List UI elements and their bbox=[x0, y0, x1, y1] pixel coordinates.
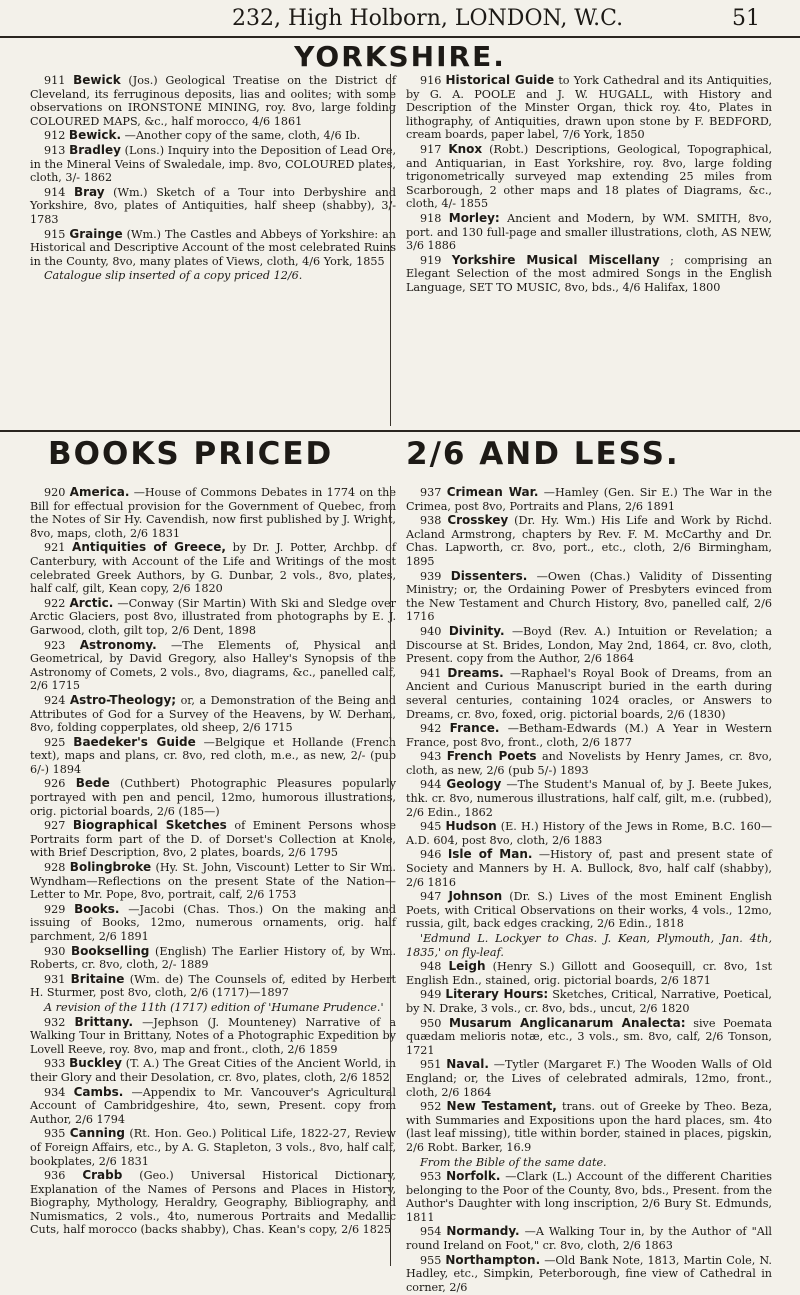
entry-number: 929 bbox=[44, 902, 66, 916]
catalogue-entry bbox=[406, 74, 772, 142]
section-title-yorkshire: YORKSHIRE. bbox=[294, 40, 506, 73]
entry-number: 930 bbox=[44, 944, 66, 958]
entry-number: 917 bbox=[420, 142, 442, 156]
entry-number: 940 bbox=[420, 624, 442, 638]
catalogue-entry bbox=[30, 1169, 396, 1237]
entry-description: 'Edmund L. Lockyer to Chas. J. Kean, Plymouth, Jan. 4th, 1835,' on fly-leaf. bbox=[406, 932, 772, 959]
catalogue-entry bbox=[406, 1156, 772, 1170]
catalogue-entry bbox=[406, 960, 772, 987]
entry-heading: Crabb bbox=[82, 1168, 123, 1183]
column-divider-top bbox=[390, 74, 391, 426]
entry-number: 916 bbox=[420, 74, 442, 87]
entry-heading: Isle of Man. bbox=[447, 847, 533, 862]
catalogue-entry bbox=[406, 820, 772, 847]
catalogue-entry bbox=[406, 570, 772, 624]
catalogue-entry bbox=[406, 1170, 772, 1224]
entry-number: 933 bbox=[44, 1057, 66, 1071]
entry-description: (English) The Earlier History of, by Wm. Roberts, cr. 8vo, cloth, 2/- 1889 bbox=[30, 944, 397, 972]
catalogue-entry bbox=[406, 667, 772, 721]
entry-heading: Crosskey bbox=[447, 513, 509, 528]
entry-heading: Arctic. bbox=[69, 595, 114, 610]
column-divider-bottom bbox=[390, 486, 391, 1266]
catalogue-entry bbox=[30, 1016, 396, 1057]
entry-description: (Lons.) Inquiry into the Deposition of Lead Ore, in the Mineral Veins of Swaledale, imp. 8vo, COLOURED plates, cloth, 3/- 1862 bbox=[30, 143, 396, 185]
entry-heading: Northampton. bbox=[445, 1252, 541, 1267]
catalogue-entry bbox=[30, 74, 396, 128]
entry-number: 931 bbox=[44, 972, 66, 986]
entry-description: (Henry S.) Gillott and Goosequill, cr. 8vo, 1st English Edn., stained, orig. pictorial boards, 2/6 1871 bbox=[406, 960, 772, 987]
entry-heading: Biographical Sketches bbox=[72, 818, 227, 833]
entry-description: —Jacobi (Chas. Thos.) On the making and issuing of Books, 12mo, numerous ornaments, orig. half parchment, 2/6 1891 bbox=[30, 902, 396, 943]
entry-description: —Appendix to Mr. Vancouver's Agricultural Account of Cambridgeshire, 4to, sewn, Present. copy from Author, 2/6 1794 bbox=[30, 1085, 396, 1126]
catalogue-entry bbox=[30, 269, 396, 283]
catalogue-entry bbox=[30, 777, 396, 818]
entry-heading: Hudson bbox=[445, 819, 497, 834]
catalogue-entry bbox=[30, 597, 396, 638]
catalogue-entry bbox=[30, 486, 396, 540]
entry-number: 925 bbox=[44, 735, 66, 749]
entry-heading: French Poets bbox=[446, 749, 537, 764]
entry-number: 919 bbox=[420, 253, 442, 267]
entry-number: 934 bbox=[44, 1085, 66, 1099]
entry-number: 943 bbox=[420, 750, 442, 764]
catalogue-entry bbox=[30, 945, 396, 972]
entry-number: 949 bbox=[420, 988, 442, 1002]
entry-heading: Astronomy. bbox=[79, 637, 157, 652]
entry-number: 942 bbox=[420, 722, 442, 736]
entry-description: (Rt. Hon. Geo.) Political Life, 1822-27, Review of Foreign Affairs, etc., by A. G. Stapleton, 3 vols., 8vo, half calf, bookplates, 2/6 1831 bbox=[30, 1127, 396, 1168]
entry-description: —Hamley (Gen. Sir E.) The War in the Crimea, post 8vo, Portraits and Plans, 2/6 1891 bbox=[406, 486, 772, 513]
entry-number: 948 bbox=[420, 960, 442, 974]
entry-description: —Clark (L.) Account of the different Charities belonging to the Poor of the County, 8vo, bds., Present. from the Author's Daughter with long inscription, 2/6 Bury St. Edmunds, 1811 bbox=[406, 1170, 772, 1224]
catalogue-entry bbox=[406, 890, 772, 931]
entry-description: —A Walking Tour in, by the Author of "All round Ireland on Foot," cr. 8vo, cloth, 2/6 1863 bbox=[406, 1225, 772, 1253]
and-less-title: 2/6 AND LESS. bbox=[406, 436, 680, 472]
entry-number: 913 bbox=[44, 143, 66, 157]
entry-description: sive Poemata quædam melioris notæ, etc., 3 vols., sm. 8vo, calf, 2/6 Tonson, 1721 bbox=[406, 1016, 772, 1057]
entry-number: 911 bbox=[44, 74, 66, 87]
entry-description: —The Elements of, Physical and Geometrical, by David Gregory, also Halley's Synopsis of the Astronomy of Comets, 2 vols., 8vo, diagrams, &c., panelled calf, 2/6 1715 bbox=[30, 638, 396, 693]
entry-number: 947 bbox=[420, 890, 442, 904]
entry-heading: Naval. bbox=[446, 1057, 489, 1072]
entry-number: 945 bbox=[420, 820, 442, 834]
entry-description: by Dr. J. Potter, Archbp. of Canterbury, with Account of the Life and Writings of the most celebrated Greek Authors, by G. Dunbar, 2 vols., 8vo, plates, half calf, gilt, Kean copy, 2/6 1820 bbox=[30, 541, 397, 596]
entry-description: of Eminent Persons whose Portraits form part of the D. of Dorset's Collection at Knole, with Brief Description, 8vo, 2 plates, boards, 2/6 1795 bbox=[30, 819, 396, 860]
entry-number: 928 bbox=[44, 861, 66, 875]
entry-description: (Robt.) Descriptions, Geological, Topographical, and Antiquarian, in East Yorkshire, roy. 8vo, large folding trigonometrically surveyed map extending 25 miles from Scarborough, 2 other maps and 18 plates of Diagrams, &c., cloth, 4/- 1855 bbox=[406, 142, 773, 211]
books-priced-title: BOOKS PRICED bbox=[48, 436, 334, 472]
entry-number: 912 bbox=[44, 129, 66, 143]
entry-number: 936 bbox=[44, 1169, 66, 1183]
entry-number: 938 bbox=[420, 514, 442, 528]
entry-description: (E. H.) History of the Jews in Rome, B.C. 160—A.D. 604, post 8vo, cloth, 2/6 1883 bbox=[406, 820, 773, 847]
entry-number: 944 bbox=[420, 778, 442, 792]
entry-description: (Dr. S.) Lives of the most Eminent English Poets, with Critical Observations on their works, 4 vols., 12mo, russia, gilt, back edges cracking, 2/6 Edin., 1818 bbox=[406, 890, 773, 931]
entry-heading: Literary Hours: bbox=[445, 987, 549, 1002]
entry-number: 952 bbox=[420, 1100, 442, 1114]
entry-heading: Bookselling bbox=[71, 943, 150, 958]
entry-description: —Old Bank Note, 1813, Martin Cole, N. Hadley, etc., Simpkin, Peterborough, fine view of Cathedral in corner, 2/6 bbox=[406, 1253, 772, 1294]
section-rule bbox=[0, 430, 800, 432]
entry-description: —The Student's Manual of, by J. Beete Jukes, thk. cr. 8vo, numerous illustrations, half calf, gilt, m.e. (rubbed), 2/6 Edin., 1862 bbox=[406, 778, 772, 819]
entry-heading: Grainge bbox=[69, 226, 123, 241]
entry-description: (Dr. Hy. Wm.) His Life and Work by Richd. Acland Armstrong, chapters by Rev. F. M. McCarthy and Dr. Chas. Lapworth, cr. 8vo, port., etc., cloth, 2/6 Birmingham, 1895 bbox=[406, 514, 773, 568]
entry-description: —Owen (Chas.) Validity of Dissenting Ministry; or, the Ordaining Power of Presbyters evinced from the New Testament and Church History, 8vo, panelled calf, 2/6 1716 bbox=[406, 569, 772, 624]
entry-number: 954 bbox=[420, 1225, 442, 1239]
entry-heading: Yorkshire Musical Miscellany bbox=[451, 252, 660, 267]
entry-heading: New Testament, bbox=[446, 1099, 557, 1114]
catalogue-entry bbox=[30, 694, 396, 735]
catalogue-entry bbox=[406, 1058, 772, 1099]
entry-heading: Historical Guide bbox=[445, 73, 555, 87]
entry-description: —Belgique et Hollande (French text), maps and plans, cr. 8vo, red cloth, m.e., as new, 2/- (pub 6/-) 1894 bbox=[30, 735, 396, 776]
catalogue-entry bbox=[30, 144, 396, 185]
entry-description: —House of Commons Debates in 1774 on the Bill for effectual provision for the Government of Quebec, from the Notes of Sir Hy. Cavendish, now first published by J. Wright, 8vo, maps, cloth, 2/6 1831 bbox=[30, 486, 396, 540]
entry-description: —History of, past and present state of Society and Manners by H. A. Bullock, 8vo, half calf (shabby), 2/6 1816 bbox=[406, 848, 772, 889]
catalogue-entry bbox=[30, 736, 396, 777]
entry-number: 923 bbox=[44, 638, 66, 652]
catalogue-entry bbox=[406, 625, 772, 666]
entry-heading: Baedeker's Guide bbox=[73, 734, 196, 749]
entry-number: 939 bbox=[420, 569, 442, 583]
entry-heading: Cambs. bbox=[73, 1084, 124, 1099]
entry-description: trans. out of Greeke by Theo. Beza, with Summaries and Expositions upon the hard places, sm. 4to (last leaf missing), title within border, stained in places, pigskin, 2/6 Robt. Barker, 16.9 bbox=[406, 1100, 773, 1154]
entry-heading: Buckley bbox=[69, 1056, 122, 1071]
entry-description: (Wm.) Sketch of a Tour into Derbyshire and Yorkshire, 8vo, plates of Antiquities, half sheep (shabby), 3/- 1783 bbox=[30, 185, 396, 226]
entry-description: —Conway (Sir Martin) With Ski and Sledge over Arctic Glaciers, post 8vo, illustrated from photographs by E. J. Garwood, cloth, gilt top, 2/6 Dent, 1898 bbox=[30, 596, 396, 637]
catalogue-entry bbox=[30, 1127, 396, 1168]
yorkshire-right-column bbox=[406, 74, 772, 296]
entry-description: (Wm. de) The Counsels of, edited by Herbert H. Sturmer, post 8vo, cloth, 2/6 (1717)—1897 bbox=[30, 972, 397, 1000]
catalogue-entry bbox=[406, 778, 772, 819]
entry-heading: Morley: bbox=[448, 210, 500, 225]
entry-number: 924 bbox=[44, 693, 66, 707]
catalogue-entry bbox=[406, 1100, 772, 1154]
entry-number: 935 bbox=[44, 1127, 66, 1141]
entry-heading: Bradley bbox=[69, 142, 121, 157]
entry-heading: Dissenters. bbox=[450, 568, 528, 583]
catalogue-entry bbox=[30, 819, 396, 860]
catalogue-entry bbox=[30, 973, 396, 1000]
entry-heading: Divinity. bbox=[448, 623, 505, 638]
catalogue-entry bbox=[30, 129, 396, 143]
catalogue-entry bbox=[406, 988, 772, 1015]
catalogue-entry bbox=[30, 1086, 396, 1127]
entry-number: 953 bbox=[420, 1170, 442, 1184]
entry-number: 927 bbox=[44, 819, 66, 833]
catalogue-entry bbox=[406, 932, 772, 959]
catalogue-entry bbox=[406, 212, 772, 253]
entry-heading: Bolingbroke bbox=[69, 860, 152, 875]
entry-number: 937 bbox=[420, 486, 442, 499]
entry-description: Sketches, Critical, Narrative, Poetical, by N. Drake, 3 vols., cr. 8vo, bds., uncut, 2/6 1820 bbox=[406, 988, 772, 1015]
catalogue-entry bbox=[406, 486, 772, 513]
entry-heading: Britaine bbox=[70, 971, 125, 986]
entry-description: (Wm.) The Castles and Abbeys of Yorkshire: an Historical and Descriptive Account of the most celebrated Ruins in the County, 8vo, many plates of Views, cloth, 4/6 York, 1855 bbox=[30, 227, 397, 268]
entry-heading: Bewick bbox=[73, 73, 121, 87]
catalogue-entry bbox=[406, 514, 772, 568]
entry-description: to York Cathedral and its Antiquities, by G. A. POOLE and J. W. HUGALL, with History and Description of the Minster Organ, thick roy. 4to, Plates in lithography, of Antiquities, drawn upon stone by F. BEDFORD, cream boards, paper label, 7/6 York, 1850 bbox=[406, 74, 773, 142]
entry-description: (Jos.) Geological Treatise on the District of Cleveland, its ferruginous deposits, lias and oolites; with some observations on IRONSTONE MINING, roy. 8vo, large folding COLOURED MAPS, &c., half morocco, 4/6 1861 bbox=[30, 74, 397, 128]
catalogue-entry bbox=[30, 186, 396, 227]
entry-description: (T. A.) The Great Cities of the Ancient World, in their Glory and their Desolation, cr. 8vo, plates, cloth, 2/6 1852 bbox=[30, 1057, 396, 1084]
entry-description: —Boyd (Rev. A.) Intuition or Revelation; a Discourse at St. Brides, London, May 2nd, 1864, cr. 8vo, cloth, Present. copy from the Author, 2/6 1864 bbox=[406, 624, 773, 666]
catalogue-entry bbox=[30, 541, 396, 595]
entry-number: 932 bbox=[44, 1015, 66, 1029]
entry-heading: France. bbox=[449, 721, 500, 736]
entry-description: Ancient and Modern, by WM. SMITH, 8vo, port. and 130 full-page and smaller illustrations, cloth, AS NEW, 3/6 1886 bbox=[406, 211, 772, 253]
catalogue-entry bbox=[406, 1254, 772, 1295]
entry-heading: Antiquities of Greece, bbox=[72, 540, 226, 555]
entry-number: 950 bbox=[420, 1016, 442, 1030]
entry-description: —Jephson (J. Mounteney) Narrative of a Walking Tour in Brittany, Notes of a Photographic Expedition by Lovell Reeve, roy. 8vo, map and front., cloth, 2/6 1859 bbox=[30, 1015, 397, 1056]
entry-description: Catalogue slip inserted of a copy priced 12/6. bbox=[44, 269, 303, 283]
entry-number: 921 bbox=[44, 541, 66, 555]
running-head-address: 232, High Holborn, LONDON, W.C. bbox=[232, 6, 624, 31]
header-rule bbox=[0, 36, 800, 38]
catalogue-entry bbox=[30, 639, 396, 693]
entry-description: (Cuthbert) Photographic Pleasures popularly portrayed with pen and pencil, 12mo, humorous illustrations, orig. pictorial boards, 2/6 (185—) bbox=[30, 777, 397, 818]
entry-number: 915 bbox=[44, 227, 66, 241]
entry-number: 918 bbox=[420, 211, 442, 225]
entry-heading: Astro-Theology; bbox=[69, 692, 177, 707]
yorkshire-left-column bbox=[30, 74, 396, 284]
entry-heading: Knox bbox=[448, 141, 483, 156]
entry-heading: Bede bbox=[75, 776, 110, 791]
entry-heading: America. bbox=[69, 485, 130, 499]
entry-heading: Norfolk. bbox=[446, 1169, 501, 1184]
running-head bbox=[0, 6, 800, 36]
catalogue-entry bbox=[30, 1057, 396, 1084]
books-left-column bbox=[30, 486, 396, 1238]
catalogue-entry bbox=[406, 254, 772, 295]
entry-heading: Johnson bbox=[448, 889, 503, 904]
entry-description: —Betham-Edwards (M.) A Year in Western France, post 8vo, front., cloth, 2/6 1877 bbox=[406, 722, 772, 749]
entry-description: or, a Demonstration of the Being and Attributes of God for a Survey of the Heavens, by W. Derham, 8vo, folding copperplates, old sheep, 2/6 1715 bbox=[30, 693, 396, 735]
entry-description: ; comprising an Elegant Selection of the most admired Songs in the English Language, SET TO MUSIC, 8vo, bds., 4/6 Halifax, 1800 bbox=[406, 253, 773, 294]
entry-heading: Books. bbox=[74, 901, 120, 916]
catalogue-entry bbox=[406, 1017, 772, 1058]
entry-heading: Normandy. bbox=[446, 1224, 520, 1239]
entry-number: 941 bbox=[420, 666, 442, 680]
catalogue-entry bbox=[30, 903, 396, 944]
entry-description: (Geo.) Universal Historical Dictionary, Explanation of the Names of Persons and Places in History, Biography, Mythology, Heraldry, Geography, Bibliography, and Numismatics, 2 vols., 4to, numerous Portraits and Medallic Cuts, half morocco (backs shabby), Chas. Kean's copy, 2/6 1825 bbox=[30, 1169, 396, 1237]
entry-heading: Bray bbox=[73, 184, 105, 199]
entry-number: 946 bbox=[420, 848, 442, 862]
entry-number: 914 bbox=[44, 185, 66, 199]
catalogue-entry bbox=[406, 1225, 772, 1252]
entry-number: 955 bbox=[420, 1253, 442, 1267]
entry-description: (Hy. St. John, Viscount) Letter to Sir Wm. Wyndham—Reflections on the present State of the Nation—Letter to Mr. Pope, 8vo, portrait, calf, 2/6 1753 bbox=[30, 861, 396, 902]
entry-number: 951 bbox=[420, 1058, 442, 1072]
entry-description: and Novelists by Henry James, cr. 8vo, cloth, as new, 2/6 (pub 5/-) 1893 bbox=[406, 750, 773, 777]
entry-heading: Crimean War. bbox=[446, 485, 539, 499]
catalogue-entry bbox=[406, 848, 772, 889]
entry-heading: Bewick. bbox=[68, 128, 122, 143]
entry-heading: Dreams. bbox=[447, 665, 504, 680]
books-right-column bbox=[406, 486, 772, 1295]
entry-heading: Leigh bbox=[448, 959, 486, 974]
entry-number: 926 bbox=[44, 777, 66, 791]
entry-heading: Geology bbox=[446, 777, 502, 792]
entry-heading: Brittany. bbox=[74, 1014, 134, 1029]
catalogue-entry bbox=[30, 228, 396, 269]
entry-heading: Canning bbox=[69, 1126, 126, 1141]
entry-description: A revision of the 11th (1717) edition of 'Humane Prudence.' bbox=[44, 1000, 384, 1014]
entry-number: 922 bbox=[44, 596, 66, 610]
section-title-books bbox=[0, 436, 800, 480]
entry-description: —Raphael's Royal Book of Dreams, from an Ancient and Curious Manuscript buried in the earth during several centuries, containing 1024 oracles, or Answers to Dreams, cr. 8vo, foxed, orig. pictorial boards, 2/6 (1830) bbox=[406, 666, 773, 721]
catalogue-entry bbox=[406, 750, 772, 777]
catalogue-entry bbox=[30, 861, 396, 902]
entry-description: From the Bible of the same date. bbox=[420, 1155, 607, 1169]
catalogue-entry bbox=[406, 143, 772, 211]
entry-heading: Musarum Anglicanarum Analecta: bbox=[449, 1015, 686, 1030]
catalogue-entry bbox=[406, 722, 772, 749]
page-number: 51 bbox=[732, 6, 760, 31]
entry-description: —Tytler (Margaret F.) The Wooden Walls of Old England; or, the Lives of celebrated admirals, 12mo, front., cloth, 2/6 1864 bbox=[406, 1058, 772, 1099]
catalogue-entry bbox=[30, 1001, 396, 1015]
entry-description: —Another copy of the same, cloth, 4/6 Ib. bbox=[124, 129, 361, 143]
entry-number: 920 bbox=[44, 486, 66, 499]
